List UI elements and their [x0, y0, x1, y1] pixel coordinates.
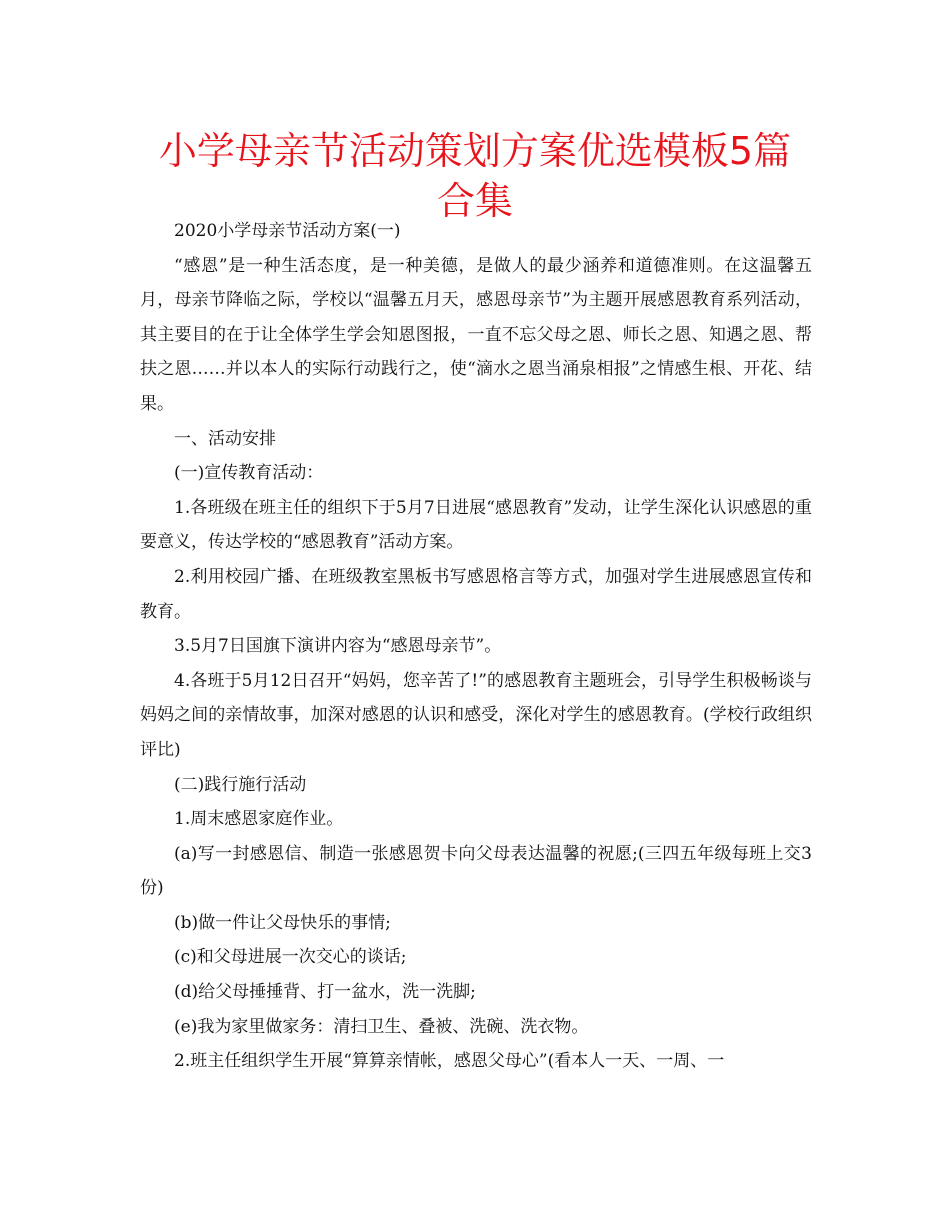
paragraph-subitem: (e)我为家里做家务：清扫卫生、叠被、洗碗、洗衣物。: [174, 1016, 589, 1037]
paragraph-item: 1.周末感恩家庭作业。: [174, 809, 344, 830]
paragraph-item: 1.各班级在班主任的组织下于5月7日进展“感恩教育”发动，让学生深化认识感恩的重要意义，传达学校的“感恩教育”活动方案。: [140, 497, 812, 553]
document-title: 小学母亲节活动策划方案优选模板5篇合集: [158, 129, 792, 223]
paragraph-item: 3.5月7日国旗下演讲内容为“感恩母亲节”。: [174, 636, 502, 657]
paragraph-subitem: (a)写一封感恩信、制造一张感恩贺卡向父母表达温馨的祝愿;(三四五年级每班上交3份): [140, 843, 812, 899]
paragraph-subheading-practice: (二)践行施行活动: [174, 774, 307, 795]
paragraph-item: 4.各班于5月12日召开“妈妈，您辛苦了!”的感恩教育主题班会，引导学生积极畅谈与妈妈之间的亲情故事，加深对感恩的认识和感受，深化对学生的感恩教育。(学校行政组织评比): [140, 670, 812, 760]
paragraph-subitem: (b)做一件让父母快乐的事情;: [174, 912, 391, 933]
paragraph-item: 2.班主任组织学生开展“算算亲情帐，感恩父母心”(看本人一天、一周、一: [174, 1051, 725, 1072]
paragraph-section-heading: 2020小学母亲节活动方案(一): [174, 221, 401, 241]
paragraph-subitem: (c)和父母进展一次交心的谈话;: [174, 947, 407, 968]
paragraph-intro: “感恩”是一种生活态度，是一种美德，是做人的最少涵养和道德准则。在这温馨五月，母亲节降临之际，学校以“温馨五月天，感恩母亲节”为主题开展感恩教育系列活动，其主要目的在于让全体学生学会知恩图报，一直不忘父母之恩、师长之恩、知遇之恩、帮扶之恩……并以本人的实际行动践行之，使“滴水之恩当涌泉相报”之情感生根、开花、结果。: [140, 255, 812, 414]
paragraph-subheading-publicity: (一)宣传教育活动：: [174, 463, 324, 484]
paragraph-item: 2.利用校园广播、在班级教室黑板书写感恩格言等方式，加强对学生进展感恩宣传和教育。: [140, 566, 812, 622]
paragraph-heading-arrangement: 一、活动安排: [174, 428, 276, 449]
paragraph-subitem: (d)给父母捶捶背、打一盆水，洗一洗脚;: [174, 982, 476, 1003]
document-body: [140, 214, 812, 1079]
